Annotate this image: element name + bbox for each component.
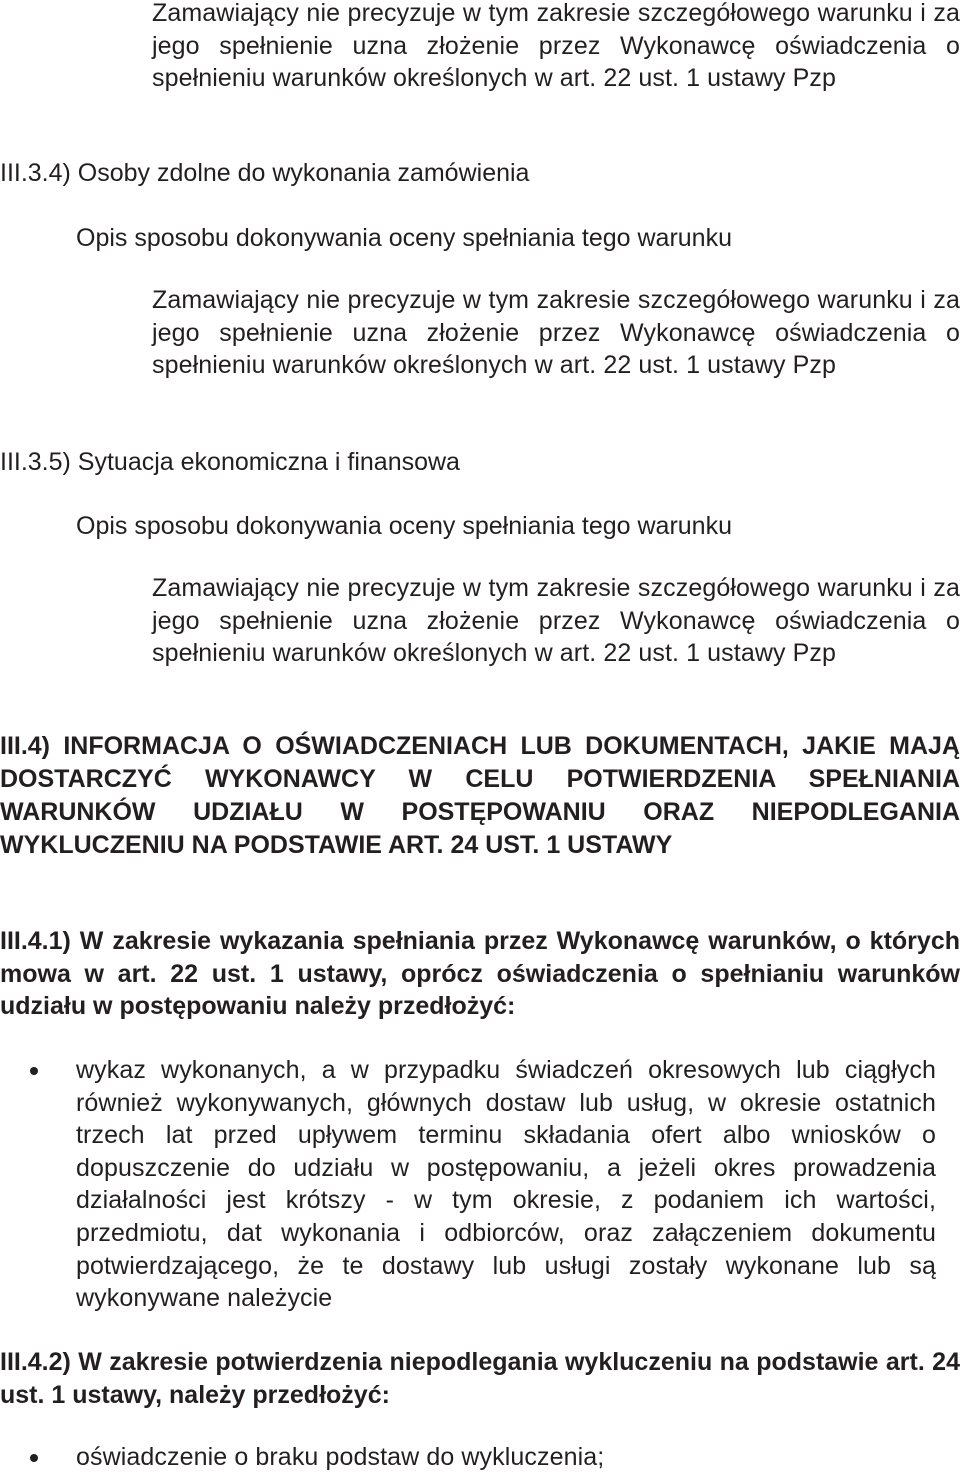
section-4-1-heading: III.4.1) W zakresie wykazania spełniania przez Wykonawcę warunków, o których mowa w art. 22 ust. 1 ustawy, oprócz oświadczenia o spełnianiu warunków udziału w postępowaniu należy przedłożyć: [0,927,960,1020]
section-4-2-document-list [76,1441,936,1474]
bullet-icon [30,1454,38,1462]
section-4-1-document-list [76,1054,936,1315]
list-item-text: wykaz wykonanych, a w przypadku świadczeń okresowych lub ciągłych również wykonywanych, głównych dostaw lub usług, w okresie ostatnich trzech lat przed upływem terminu składania ofert albo wniosków o dopuszczenie do udziału w postępowaniu, a jeżeli okres prowadzenia działalności jest krótszy - w tym okresie, z podaniem ich wartości, przedmiotu, dat wykonania i odbiorców, oraz załączeniem dokumentu potwierdzającego, że te dostawy lub usługi zostały wykonane lub są wykonywane należycie [76,1056,936,1313]
section-4-2-heading: III.4.2) W zakresie potwierdzenia niepodlegania wykluczeniu na podstawie art. 24 ust. 1 ustawy, należy przedłożyć: [0,1348,960,1409]
section-3-5-heading: III.3.5) Sytuacja ekonomiczna i finansowa [0,448,460,476]
evaluation-method-label-2: Opis sposobu dokonywania oceny spełniania tego warunku [76,512,732,540]
list-item-text: oświadczenie o braku podstaw do wykluczenia; [76,1443,605,1471]
condition-description-3: Zamawiający nie precyzuje w tym zakresie szczegółowego warunku i za jego spełnienie uzna złożenie przez Wykonawcę oświadczenia o spełnieniu warunków określonych w art. 22 ust. 1 ustawy Pzp [152,574,960,668]
section-4-heading: III.4) INFORMACJA O OŚWIADCZENIACH LUB DOKUMENTACH, JAKIE MAJĄ DOSTARCZYĆ WYKONAWCY W CELU POTWIERDZENIA SPEŁNIANIA WARUNKÓW UDZIAŁU W POSTĘPOWANIU ORAZ NIEPODLEGANIA WYKLUCZENIU NA PODSTAWIE ART. 24 UST. 1 USTAWY [0,732,960,859]
bullet-icon [30,1067,38,1075]
list-item [76,1054,936,1315]
section-3-4-heading: III.3.4) Osoby zdolne do wykonania zamówienia [0,159,530,187]
condition-description-2: Zamawiający nie precyzuje w tym zakresie szczegółowego warunku i za jego spełnienie uzna złożenie przez Wykonawcę oświadczenia o spełnieniu warunków określonych w art. 22 ust. 1 ustawy Pzp [152,286,960,380]
condition-description-1: Zamawiający nie precyzuje w tym zakresie szczegółowego warunku i za jego spełnienie uzna złożenie przez Wykonawcę oświadczenia o spełnieniu warunków określonych w art. 22 ust. 1 ustawy Pzp [152,0,960,93]
evaluation-method-label-1: Opis sposobu dokonywania oceny spełniania tego warunku [76,224,732,252]
list-item [76,1441,936,1474]
